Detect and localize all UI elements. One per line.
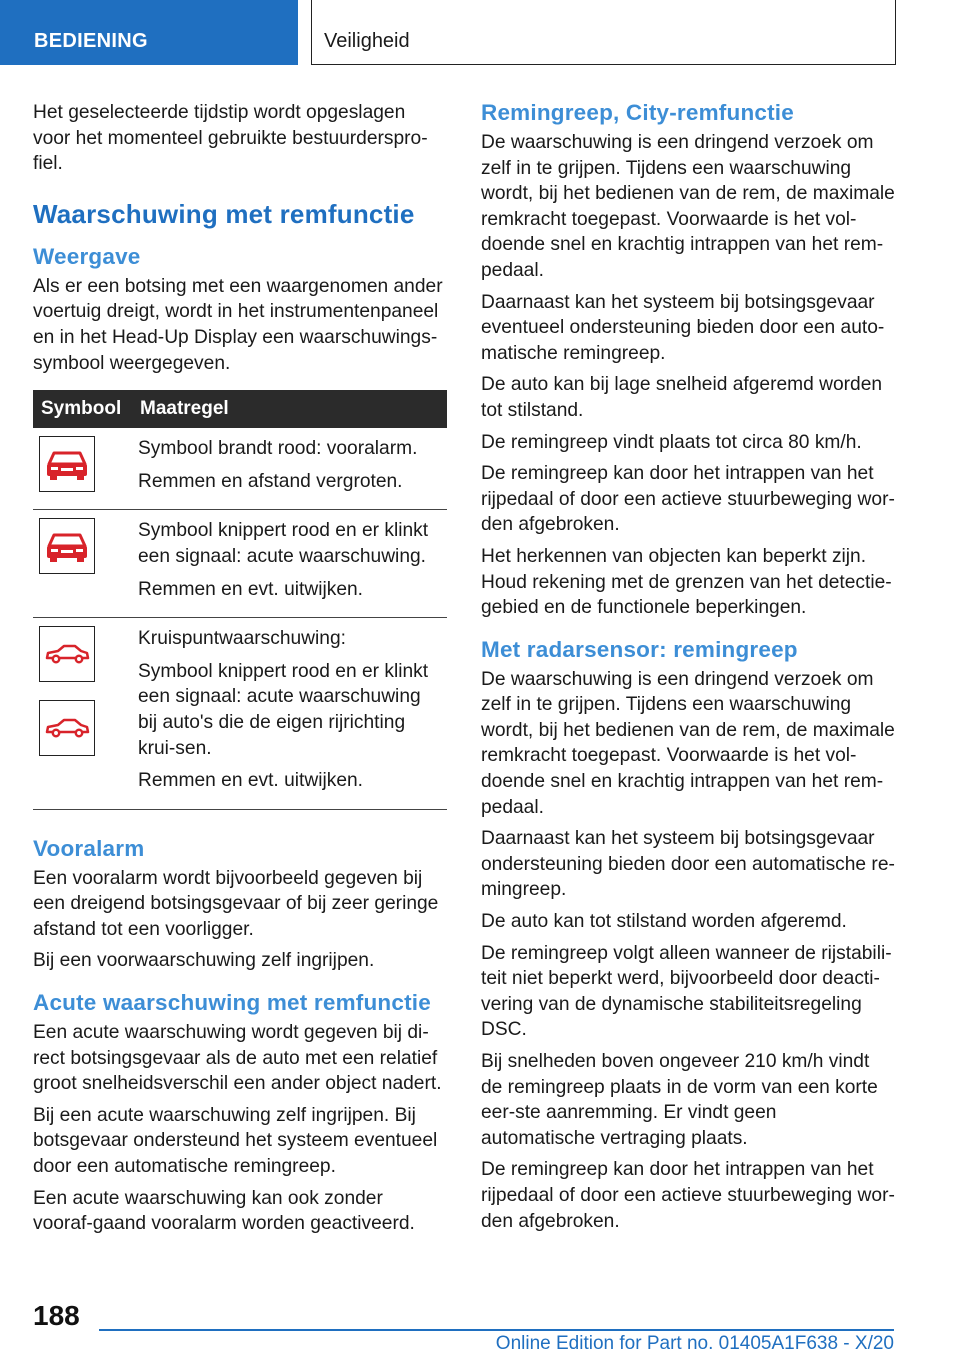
table-row	[33, 510, 447, 618]
right-column	[481, 100, 895, 1240]
chapter-label: Veiligheid	[324, 30, 410, 52]
radar-paragraph-3: De auto kan tot stilstand worden afgeremd.	[481, 911, 847, 933]
radar-paragraph-5: Bij snelheden boven ongeveer 210 km/h vindt de remingreep plaats in de vorm van een korte eer-ste aanremming. Er vindt geen automatische vertraging plaats.	[481, 1051, 878, 1149]
symbol-table	[33, 390, 447, 810]
radar-paragraph-1: De waarschuwing is een dringend verzoek om zelf in te grijpen. Tijdens een waarschuwing wordt, bij het bedienen van de rem, de maximale remkracht toegepast. Voorwaarde is het vol-doende snel en krachtig intrappen van het rem-pedaal.	[481, 668, 895, 818]
row-text: Symbool brandt rood: vooralarm.	[138, 438, 418, 460]
car-rear-warning-icon	[39, 436, 95, 492]
row-action: Remmen en evt. uitwijken.	[138, 770, 364, 792]
vooralarm-paragraph-2: Bij een voorwaarschuwing zelf ingrijpen.	[33, 950, 375, 972]
page-number: 188	[33, 1300, 80, 1331]
weergave-paragraph: Als er een botsing met een waargenomen ander voertuig dreigt, wordt in het instrumentenpaneel en in het Head-Up Display een waarschuwings-symbool weergegeven.	[33, 275, 443, 374]
vooralarm-paragraph-1: Een vooralarm wordt bijvoorbeeld gegeven bij een dreigend botsingsgevaar of bij zeer geringe afstand tot een voorligger.	[33, 867, 439, 940]
city-paragraph-2: Daarnaast kan het systeem bij botsingsgevaar eventueel ondersteuning bieden door een auto-matische remingreep.	[481, 291, 885, 364]
column-header-action: Maatregel	[132, 390, 447, 428]
table-row	[33, 428, 447, 510]
section-heading: Waarschuwing met remfunctie	[33, 198, 415, 229]
section-label: BEDIENING	[34, 30, 148, 52]
radar-paragraph-2: Daarnaast kan het systeem bij botsingsgevaar ondersteuning bieden door een automatische re-mingreep.	[481, 828, 895, 901]
footer-divider	[99, 1329, 894, 1331]
row-text: Symbool knippert rood en er klinkt een signaal: acute waarschuwing.	[138, 520, 429, 567]
city-paragraph-4: De remingreep vindt plaats tot circa 80 km/h.	[481, 431, 862, 453]
table-row	[33, 618, 447, 810]
acute-paragraph-1: Een acute waarschuwing wordt gegeven bij di-rect botsingsgevaar als de auto met een relatief groot snelheidsverschil een ander object nadert.	[33, 1022, 442, 1095]
vooralarm-heading: Vooralarm	[33, 835, 145, 861]
chapter-header	[311, 0, 896, 65]
city-paragraph-5: De remingreep kan door het intrappen van het rijpedaal of door een actieve stuurbeweging wor-den afgebroken.	[481, 463, 895, 536]
acute-paragraph-3: Een acute waarschuwing kan ook zonder vooraf-gaand vooralarm worden geactiveerd.	[33, 1187, 415, 1235]
row-action: Remmen en evt. uitwijken.	[138, 578, 364, 600]
city-paragraph-1: De waarschuwing is een dringend verzoek om zelf in te grijpen. Tijdens een waarschuwing wordt, bij het bedienen van de rem, de maximale remkracht toegepast. Voorwaarde is het vol-doende snel en krachtig intrappen van het rem-pedaal.	[481, 132, 895, 281]
left-column	[33, 100, 447, 1243]
acute-heading: Acute waarschuwing met remfunctie	[33, 990, 431, 1016]
column-header-symbol: Symbool	[33, 390, 132, 428]
acute-paragraph-2: Bij een acute waarschuwing zelf ingrijpen. Bij botsgevaar ondersteund het systeem eventueel door een automatische remingreep.	[33, 1104, 438, 1178]
radar-paragraph-6: De remingreep kan door het intrappen van het rijpedaal of door een actieve stuurbeweging wor-den afgebroken.	[481, 1159, 895, 1232]
car-side-warning-icon	[39, 700, 95, 756]
row-action: Remmen en afstand vergroten.	[138, 470, 403, 492]
city-heading: Remingreep, City-remfunctie	[481, 100, 794, 125]
city-paragraph-6: Het herkennen van objecten kan beperkt zijn. Houd rekening met de grenzen van het detectie-gebied en de functionele beperkingen.	[481, 545, 892, 619]
weergave-heading: Weergave	[33, 243, 141, 269]
edition-label: Online Edition for Part no. 01405A1F638 - X/20	[495, 1333, 894, 1354]
intro-paragraph: Het geselecteerde tijdstip wordt opgeslagen voor het momenteel gebruikte bestuurderspro-fiel.	[33, 102, 428, 175]
car-rear-warning-icon	[39, 518, 95, 574]
radar-paragraph-4: De remingreep volgt alleen wanneer de rijstabili-teit niet beperkt werd, bijvoorbeeld door deacti-vering van de dynamische stabiliteitsregeling DSC.	[481, 942, 892, 1041]
city-paragraph-3: De auto kan bij lage snelheid afgeremd worden tot stilstand.	[481, 374, 883, 421]
section-tab	[0, 0, 298, 65]
radar-heading: Met radarsensor: remingreep	[481, 636, 798, 662]
row-label: Kruispuntwaarschuwing:	[138, 628, 346, 650]
car-side-warning-icon	[39, 626, 95, 682]
row-text: Symbool knippert rood en er klinkt een signaal: acute waarschuwing bij auto's die de eigen rijrichting krui-sen.	[138, 660, 429, 759]
